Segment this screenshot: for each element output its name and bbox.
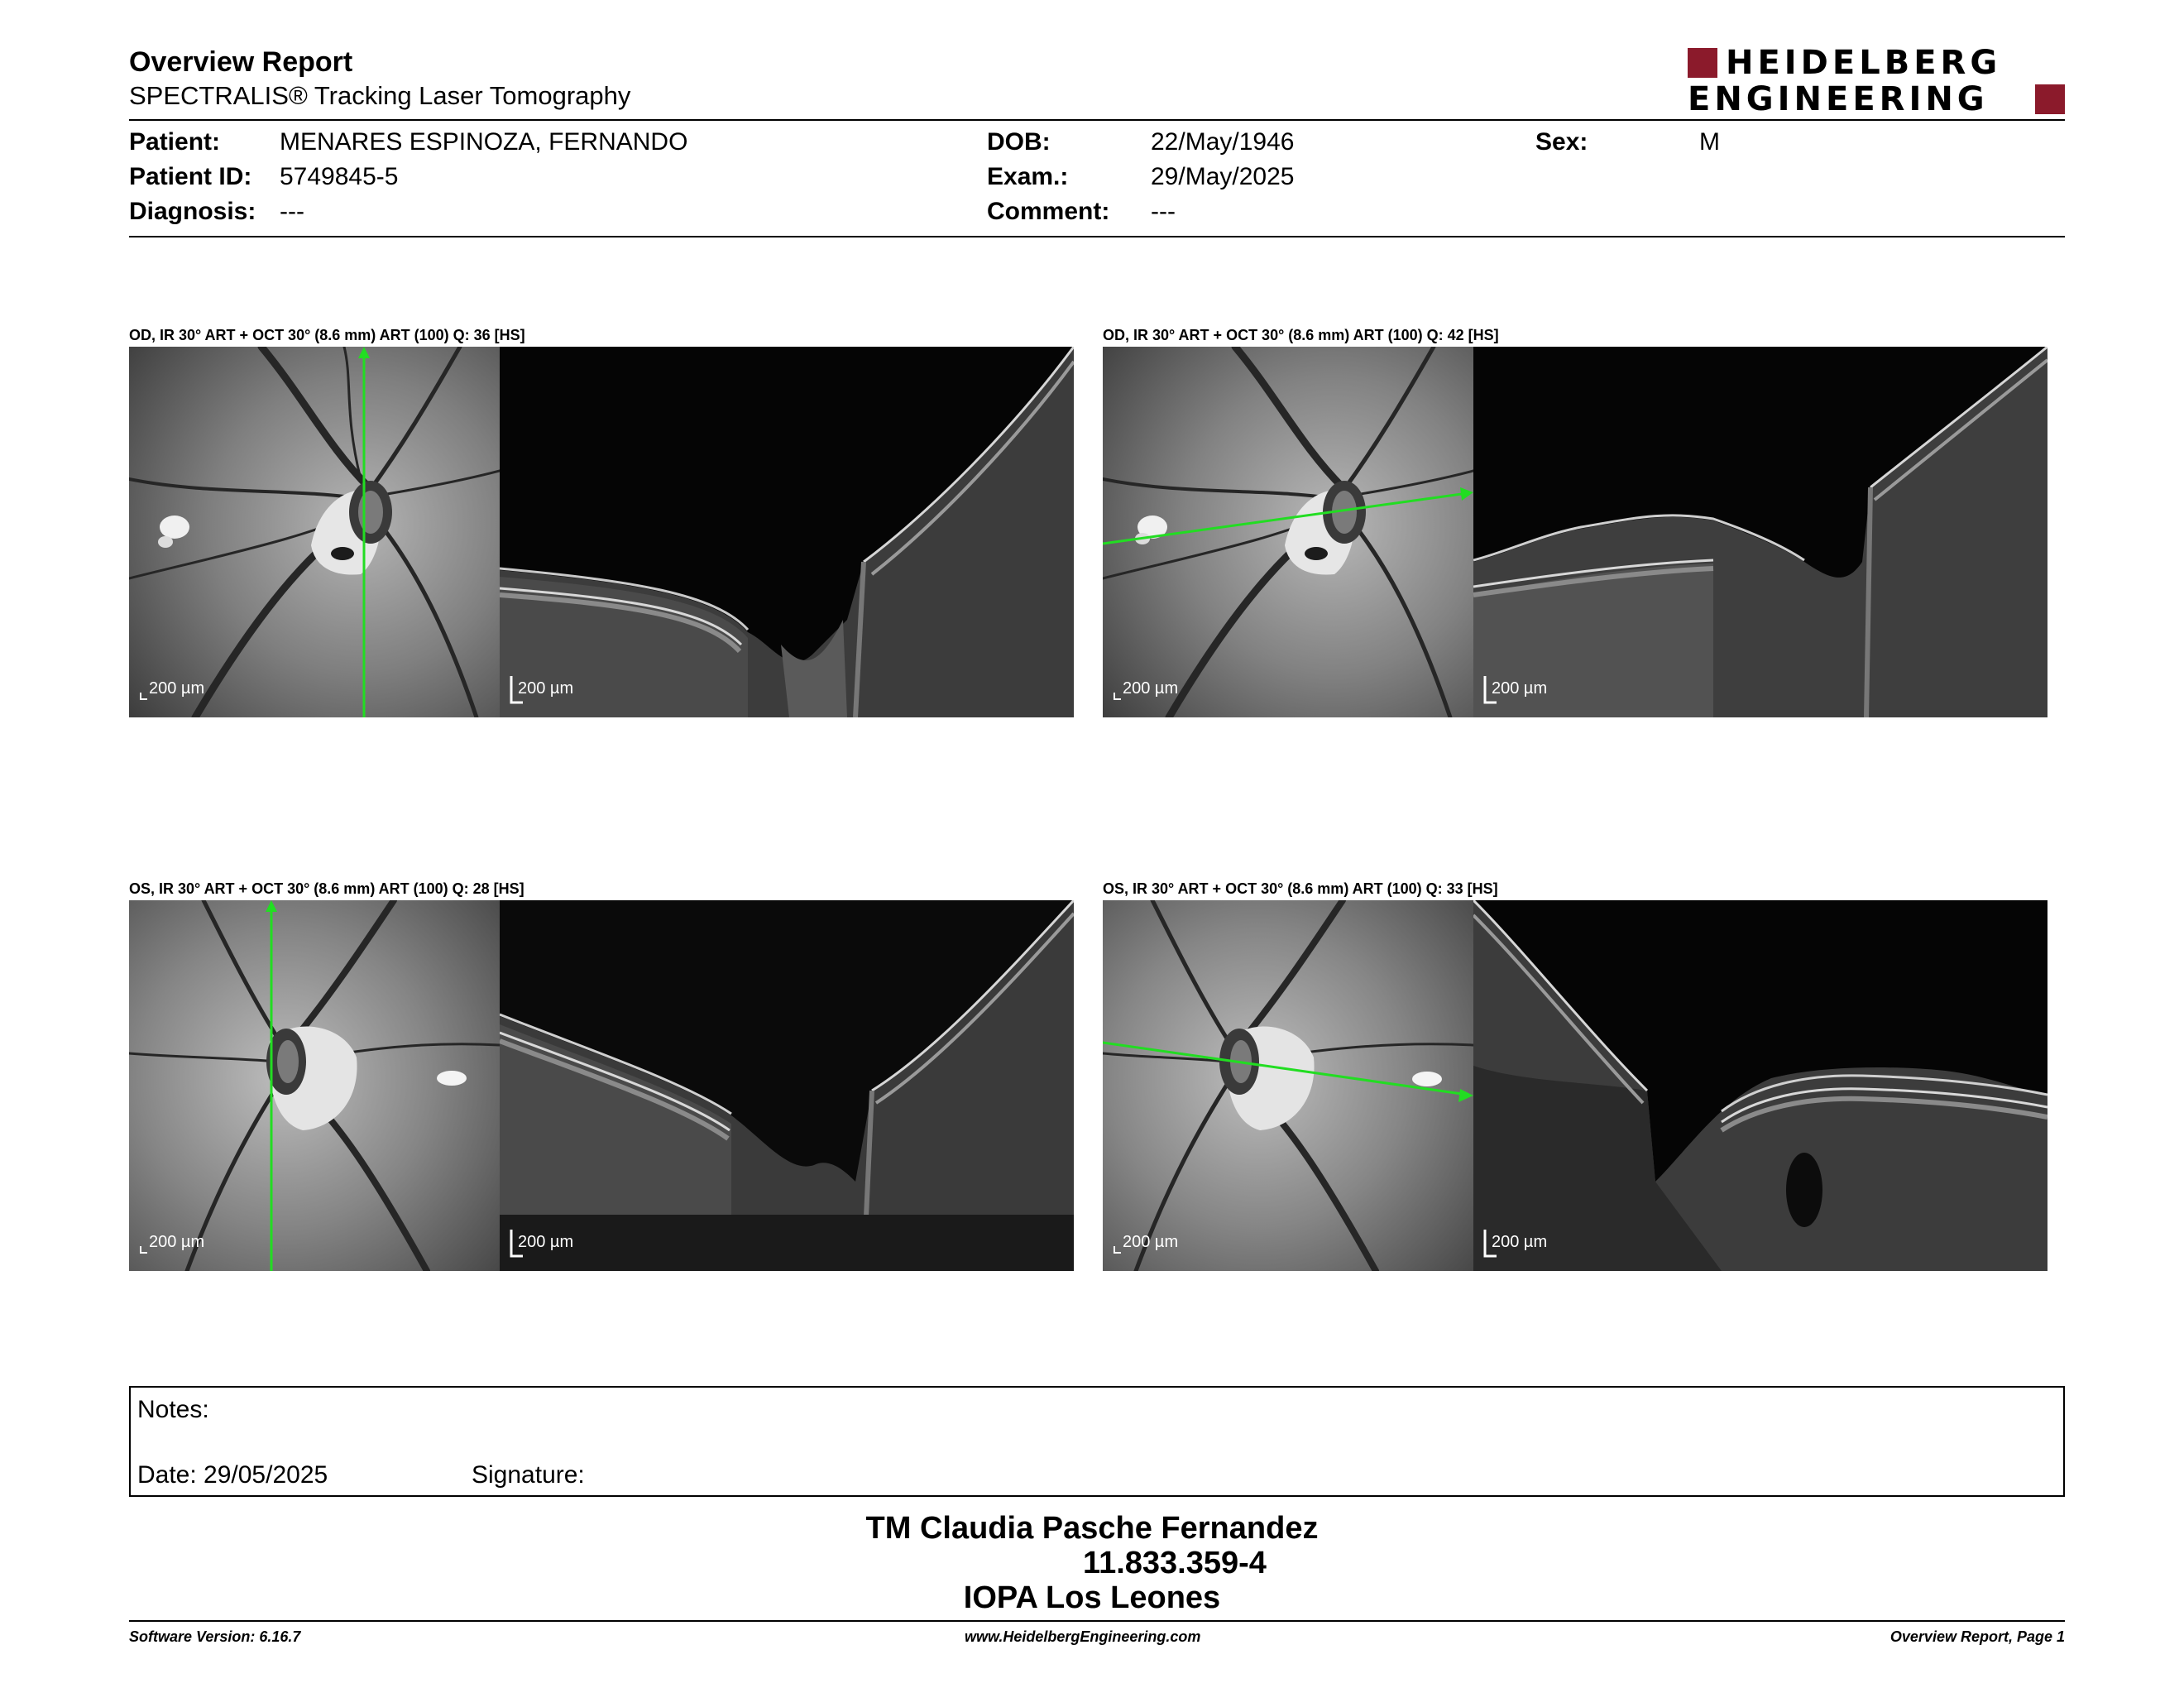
fundus-image-od-1[interactable] (129, 347, 500, 717)
stamp-id: 11.833.359-4 (1083, 1546, 1267, 1580)
diagnosis-label: Diagnosis: (129, 198, 256, 225)
signature-label: Signature: (472, 1461, 585, 1489)
fundus-image-os-1[interactable] (129, 900, 500, 1271)
patient-name: MENARES ESPINOZA, FERNANDO (280, 128, 688, 156)
patient-label: Patient: (129, 128, 221, 156)
exam-label: Exam.: (987, 163, 1069, 190)
heidelberg-logo (1688, 46, 2065, 116)
logo-square-top (1688, 48, 1717, 78)
dob-value: 22/May/1946 (1151, 128, 1295, 156)
comment-label: Comment: (987, 198, 1110, 225)
scan-title-os-1: OS, IR 30° ART + OCT 30° (8.6 mm) ART (100) Q: 28 [HS] (129, 880, 524, 897)
page-number: Overview Report, Page 1 (1889, 1628, 2065, 1645)
oct-bscan-od-1[interactable] (500, 347, 1074, 717)
fundus-scale-label-os-1: 200 µm (149, 1233, 205, 1251)
scan-title-od-2: OD, IR 30° ART + OCT 30° (8.6 mm) ART (100) Q: 42 [HS] (1103, 327, 1499, 343)
oct-bscan-os-2[interactable] (1473, 900, 2048, 1271)
notes-date: Date: 29/05/2025 (137, 1461, 328, 1489)
patient-id: 5749845-5 (280, 163, 399, 190)
footer-rule (129, 1620, 2065, 1622)
patient-info-rule (129, 236, 2065, 237)
report-subtitle: SPECTRALIS® Tracking Laser Tomography (129, 81, 631, 110)
comment-value: --- (1151, 198, 1176, 225)
notes-label: Notes: (137, 1396, 209, 1423)
patient-id-label: Patient ID: (129, 163, 252, 190)
fundus-scale-label-od-1: 200 µm (149, 679, 205, 698)
fundus-scale-label-os-2: 200 µm (1123, 1233, 1179, 1251)
logo-square-bottom (2035, 84, 2065, 114)
oct-scale-label-os-2: 200 µm (1492, 1233, 1548, 1251)
fundus-scale-label-od-2: 200 µm (1123, 679, 1179, 698)
exam-date: 29/May/2025 (1151, 163, 1295, 190)
oct-bscan-os-1[interactable] (500, 900, 1074, 1271)
logo-line-1: HEIDELBERG (1726, 44, 2002, 82)
sex-label: Sex: (1535, 128, 1588, 156)
dob-label: DOB: (987, 128, 1051, 156)
oct-scale-label-od-1: 200 µm (518, 679, 574, 698)
oct-scale-label-od-2: 200 µm (1492, 679, 1548, 698)
stamp-institution: IOPA Los Leones (963, 1580, 1221, 1615)
fundus-image-os-2[interactable] (1103, 900, 1473, 1271)
report-title: Overview Report (129, 46, 353, 78)
software-version: Software Version: 6.16.7 (129, 1628, 301, 1645)
logo-line-2: ENGINEERING (1688, 80, 1989, 118)
oct-bscan-od-2[interactable] (1473, 347, 2048, 717)
oct-scale-label-os-1: 200 µm (518, 1233, 574, 1251)
notes-box[interactable] (129, 1386, 2065, 1497)
stamp-name: TM Claudia Pasche Fernandez (865, 1511, 1319, 1546)
fundus-image-od-2[interactable] (1103, 347, 1473, 717)
sex-value: M (1699, 128, 1720, 156)
scan-title-od-1: OD, IR 30° ART + OCT 30° (8.6 mm) ART (100) Q: 36 [HS] (129, 327, 525, 343)
website-link[interactable]: www.HeidelbergEngineering.com (965, 1628, 1201, 1645)
header-rule (129, 119, 2065, 121)
diagnosis-value: --- (280, 198, 304, 225)
scan-title-os-2: OS, IR 30° ART + OCT 30° (8.6 mm) ART (100) Q: 33 [HS] (1103, 880, 1498, 897)
